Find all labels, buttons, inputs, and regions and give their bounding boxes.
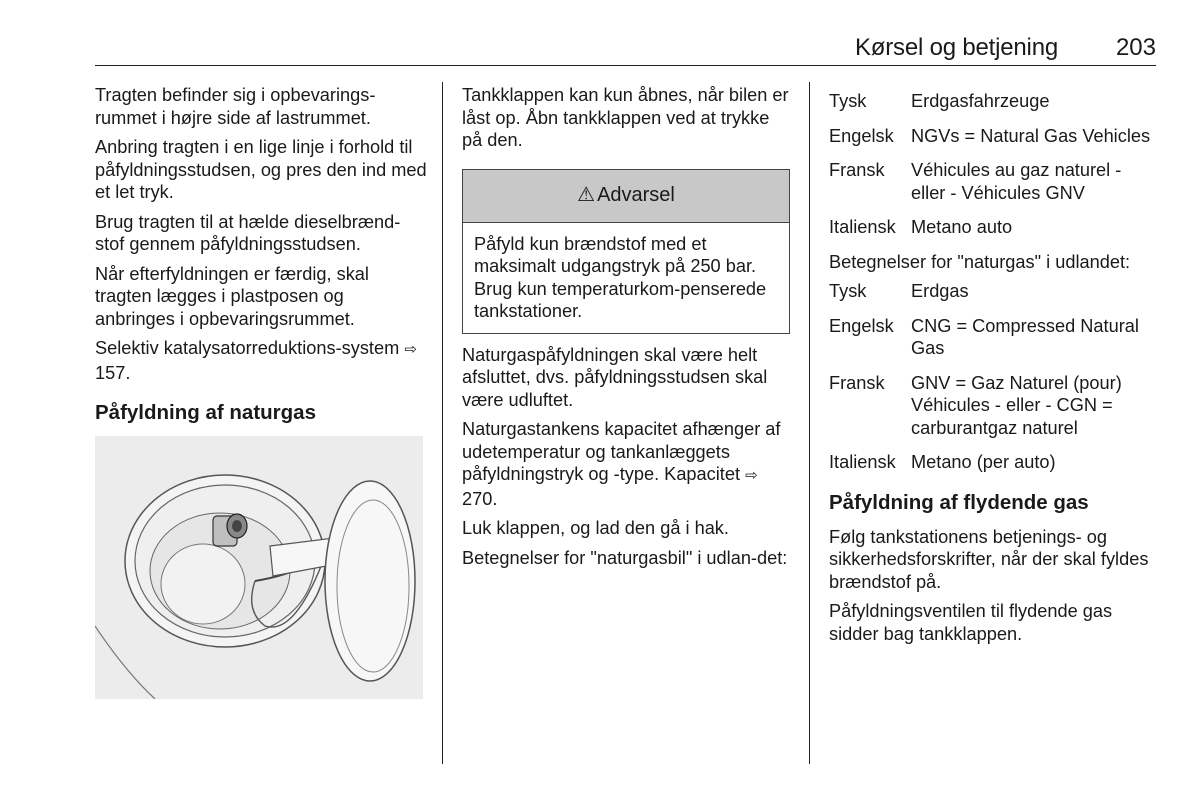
reference-text: Selektiv katalysatorreduktions-system [95,338,400,358]
term-language: Engelsk [829,315,894,336]
column-divider-1 [442,82,443,764]
paragraph: Anbring tragten i en lige linje i forhold til påfyldningsstudsen, og pres den ind med et let tryk. [95,137,427,202]
term-row [829,159,1159,216]
section-heading-naturgas: Påfyldning af naturgas [95,401,316,424]
paragraph: Tragten befinder sig i opbevarings-rummet i højre side af lastrummet. [95,85,376,128]
paragraph-with-reference [462,418,794,510]
term-language: Tysk [829,281,867,301]
paragraph-with-reference [95,337,427,384]
term-row [829,90,1159,125]
section-heading-flydende-gas: Påfyldning af flydende gas [829,490,1089,514]
paragraph: Luk klappen, og lad den gå i hak. [462,518,729,538]
paragraph: Naturgaspåfyldningen skal være helt afsluttet, dvs. påfyldningsstudsen skal være udluftet. [462,344,768,410]
vehicle-terms-table [829,90,1159,251]
term-language: Italiensk [829,217,896,237]
warning-title: Advarsel [597,184,675,207]
arrow-reference-icon: ⇨ [404,341,417,358]
reference-text: Naturgastankens kapacitet afhænger af udetemperatur og tankanlæggets påfyldningstryk og -type. Kapacitet [462,419,781,484]
term-value: Metano (per auto) [911,452,1056,472]
term-language: Engelsk [829,125,894,146]
gas-names-intro: Betegnelser for "naturgas" i udlandet: [829,251,1131,272]
reference-page: 270. [462,488,498,509]
warning-header [463,170,789,223]
warning-box [462,169,790,334]
page-number: 203 [1115,34,1156,61]
column-1 [95,84,427,699]
gas-terms-table [829,280,1159,486]
term-language: Tysk [829,91,867,111]
fuel-filler-flap-cng-nozzle-illustration [95,436,423,699]
reference-page: 157. [95,362,131,383]
column-2 [462,84,794,576]
paragraph: Brug tragten til at hælde dieselbrænd-stof gennem påfyldningsstudsen. [95,211,401,254]
paragraph-intro: Tankklappen kan kun åbnes, når bilen er låst op. Åbn tankklappen ved at trykke på den. [462,85,789,150]
header-title: Kørsel og betjening [855,34,1058,61]
header-rule [95,65,1156,66]
term-row [829,280,1159,315]
paragraph: Betegnelser for "naturgasbil" i udlan-det: [462,547,788,568]
paragraph: Følg tankstationens betjenings- og sikkerhedsforskrifter, når der skal fyldes brændstof på. [829,526,1149,592]
term-value: Erdgas [911,281,969,301]
term-language: Fransk [829,372,885,393]
term-value: Metano auto [911,217,1013,237]
term-value: GNV = Gaz Naturel (pour) Véhicules - eller - CGN = carburantgaz naturel [911,372,1122,438]
term-language: Italiensk [829,452,896,472]
term-language: Fransk [829,160,885,180]
term-row [829,315,1159,372]
term-row [829,125,1159,160]
term-row [829,216,1159,251]
paragraph: Påfyldningsventilen til flydende gas sidder bag tankklappen. [829,601,1113,644]
warning-triangle-icon: ⚠ [577,184,596,207]
column-3 [829,90,1159,652]
term-value: Véhicules au gaz naturel - eller - Véhicules GNV [911,160,1122,203]
column-divider-2 [809,82,810,764]
term-row [829,372,1159,452]
term-value: CNG = Compressed Natural Gas [911,315,1139,358]
term-value: Erdgasfahrzeuge [911,91,1050,111]
term-row [829,451,1159,486]
warning-text: Påfyld kun brændstof med et maksimalt udgangstryk på 250 bar. Brug kun temperaturkom-penserede tankstationer. [474,233,767,321]
fuel-filler-flap-illustration [95,436,423,699]
term-value: NGVs = Natural Gas Vehicles [911,125,1151,146]
paragraph: Når efterfyldningen er færdig, skal tragten lægges i plastposen og anbringes i opbevaringsrummet. [95,263,369,329]
arrow-reference-icon: ⇨ [745,467,758,484]
